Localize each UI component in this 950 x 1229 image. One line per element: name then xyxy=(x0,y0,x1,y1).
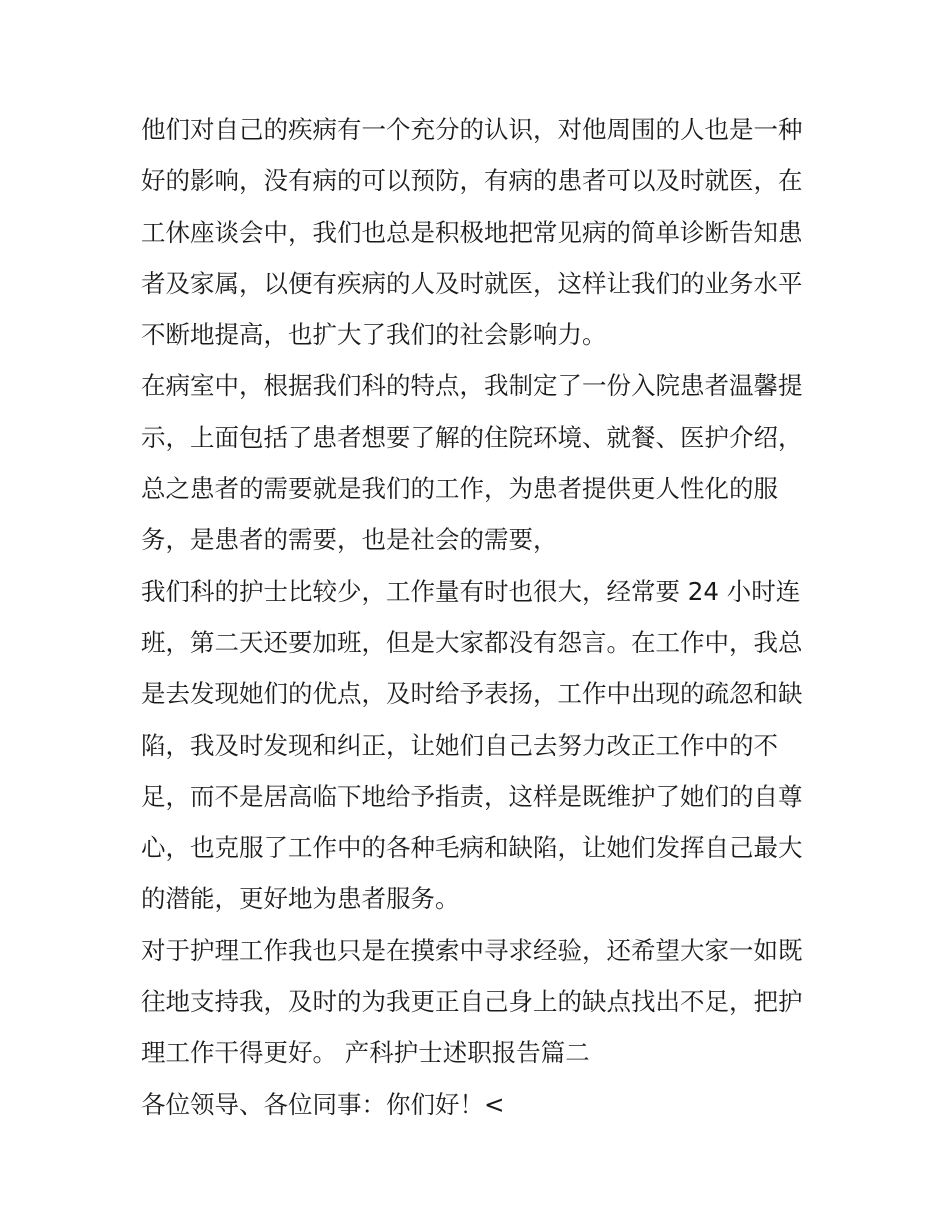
text-line: 对于护理工作我也只是在摸索中寻求经验，还希望大家一如既 xyxy=(141,935,803,965)
text-line: 总之患者的需要就是我们的工作，为患者提供更人性化的服 xyxy=(141,474,778,504)
text-line: 务，是患者的需要，也是社会的需要， xyxy=(141,525,558,555)
text-line: 的潜能，更好地为患者服务。 xyxy=(141,884,460,914)
text-line: 不断地提高，也扩大了我们的社会影响力。 xyxy=(141,320,607,350)
text-line: 各位领导、各位同事：你们好！< xyxy=(141,1089,505,1119)
text-line: 者及家属，以便有疾病的人及时就医，这样让我们的业务水平 xyxy=(141,268,803,298)
text-line: 理工作干得更好。 产科护士述职报告篇二 xyxy=(141,1038,590,1068)
text-line: 工休座谈会中，我们也总是积极地把常见病的简单诊断告知患 xyxy=(141,217,803,247)
text-line: 是去发现她们的优点，及时给予表扬，工作中出现的疏忽和缺 xyxy=(141,679,803,709)
text-line: 他们对自己的疾病有一个充分的认识，对他周围的人也是一种 xyxy=(141,115,803,144)
text-line: 示，上面包括了患者想要了解的住院环境、就餐、医护介绍， xyxy=(141,422,803,452)
text-line: 班，第二天还要加班，但是大家都没有怨言。在工作中，我总 xyxy=(141,627,803,657)
text-line: 我们科的护士比较少，工作量有时也很大，经常要 24 小时连 xyxy=(141,576,801,606)
text-line: 在病室中，根据我们科的特点，我制定了一份入院患者温馨提 xyxy=(141,371,803,401)
text-line: 陷，我及时发现和纠正，让她们自己去努力改正工作中的不 xyxy=(141,730,778,760)
text-line: 足，而不是居高临下地给予指责，这样是既维护了她们的自尊 xyxy=(141,781,803,811)
text-line: 好的影响，没有病的可以预防，有病的患者可以及时就医，在 xyxy=(141,166,803,196)
text-line: 往地支持我，及时的为我更正自己身上的缺点找出不足，把护 xyxy=(141,987,803,1017)
document-body xyxy=(141,104,821,1130)
text-line: 心，也克服了工作中的各种毛病和缺陷，让她们发挥自己最大 xyxy=(141,833,803,863)
